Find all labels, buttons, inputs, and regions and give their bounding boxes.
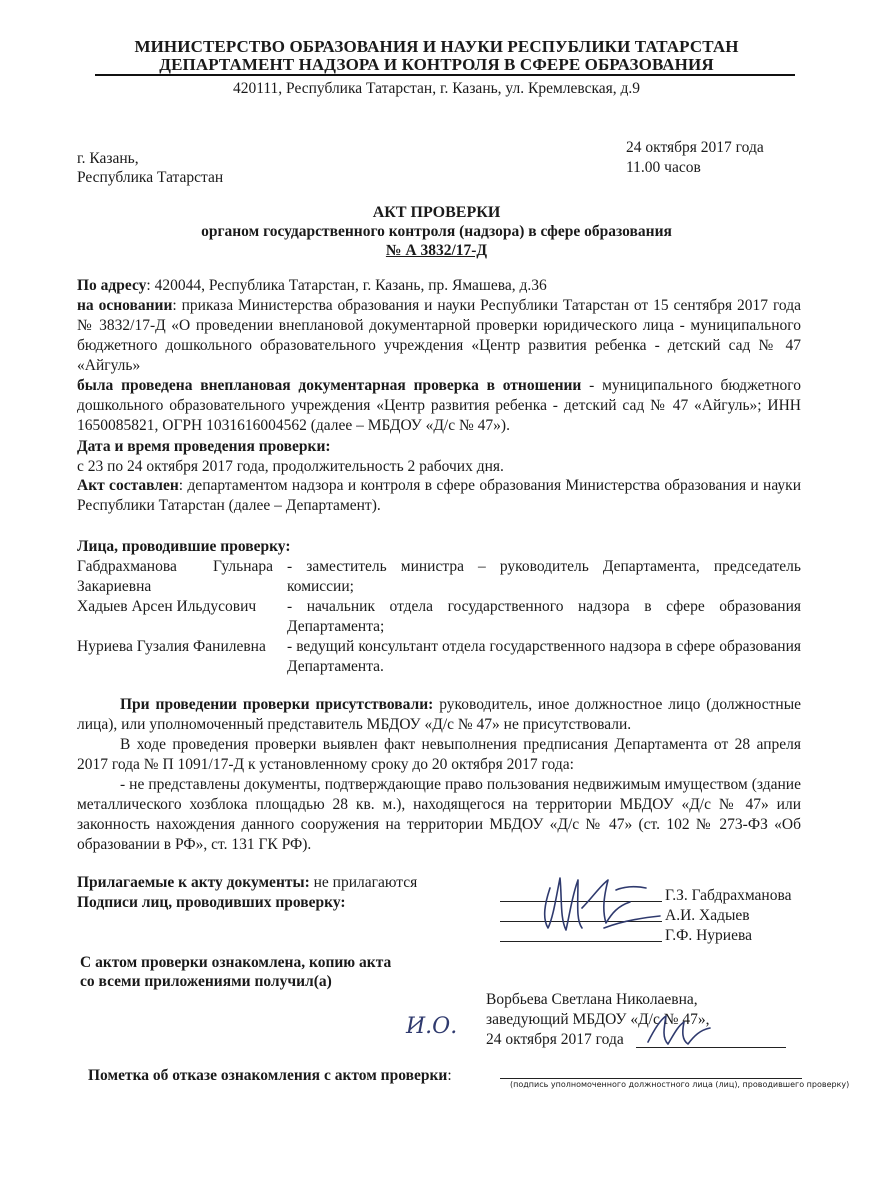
act-compiled [77, 476, 801, 516]
signer-1: Г.З. Габдрахманова [665, 887, 792, 904]
refusal-note [88, 1066, 452, 1086]
address-value: : 420044, Республика Татарстан, г. Казань, пр. Ямашева, д.36 [146, 277, 547, 294]
inspectors-heading: Лица, проводившие проверку: [77, 538, 291, 555]
act-subtitle: органом государственного контроля (надзора) в сфере образования [201, 223, 672, 240]
inspector-1-role: - заместитель министра – руководитель Департамента, председатель комиссии; [287, 558, 801, 595]
ack-line-1: С актом проверки ознакомлена, копию акта [80, 954, 392, 971]
violation-paragraph: В ходе проведения проверки выявлен факт невыполнения предписания Департамента от 28 апреля 2017 года № П 1091/17-Д к установленному сроку до 20 октября 2017 года: [77, 736, 801, 773]
present-paragraph [77, 695, 801, 735]
handwritten-signatures [520, 868, 690, 940]
ack-date: 24 октября 2017 года [486, 1031, 624, 1048]
refusal-signature-line [500, 1078, 802, 1079]
compiled-value: : департаментом надзора и контроля в сфере образования Министерства образования и науки Республики Татарстан (далее – Департамент). [77, 477, 801, 514]
inspector-2-name: Хадыев Арсен Ильдусович [77, 598, 257, 615]
signer-3: Г.Ф. Нуриева [665, 927, 752, 944]
basis-label: на основании [77, 297, 173, 314]
ack-line-2: со всеми приложениями получил(а) [80, 973, 332, 990]
header-rule [95, 74, 795, 76]
inspection-address [77, 276, 801, 296]
inspection-subject [77, 376, 801, 436]
place-city: г. Казань, [77, 150, 139, 167]
signatures-label: Подписи лиц, проводивших проверку: [77, 894, 346, 911]
attachments-label: Прилагаемые к акту документы: [77, 874, 310, 891]
inspection-date-label: Дата и время проведения проверки: [77, 438, 331, 455]
ministry-name: МИНИСТЕРСТВО ОБРАЗОВАНИЯ И НАУКИ РЕСПУБЛИКИ ТАТАРСТАН [134, 37, 739, 56]
ack-position: заведующий МБДОУ «Д/с № 47», [486, 1011, 710, 1028]
inspection-label: была проведена внеплановая документарная проверка в отношении [77, 377, 582, 394]
handwritten-initials: И.О. [406, 1014, 458, 1039]
act-time: 11.00 часов [626, 159, 701, 176]
signer-2: А.И. Хадыев [665, 907, 750, 924]
inspection-date-value: с 23 по 24 октября 2017 года, продолжительность 2 рабочих дня. [77, 458, 504, 475]
inspector-3-name: Нуриева Гузалия Фанилевна [77, 638, 266, 655]
inspector-2-role: - начальник отдела государственного надзора в сфере образования Департамента; [287, 598, 801, 635]
attachments [77, 873, 417, 893]
inspection-value: - муниципального бюджетного дошкольного образовательного учреждения «Центр развития ребенка - детский сад № 47 «Айгуль»; ИНН 1650085821, ОГРН 1031616004562 (далее – МБДОУ «Д/с № 47»). [77, 377, 801, 434]
act-number: № А 3832/17-Д [385, 242, 488, 259]
department-address: 420111, Республика Татарстан, г. Казань, ул. Кремлевская, д.9 [232, 80, 641, 97]
present-label: При проведении проверки присутствовали: [120, 696, 434, 713]
basis-value: : приказа Министерства образования и науки Республики Татарстан от 15 сентября 2017 года № 3832/17-Д «О проведении внеплановой документарной проверки юридического лица - муниципального бюджетного дошкольного образовательного учреждения «Центр развития ребенка - детский сад № 47 «Айгуль» [77, 297, 801, 374]
act-title: АКТ ПРОВЕРКИ [372, 204, 501, 221]
refusal-label: Пометка об отказе ознакомления с актом проверки [88, 1067, 448, 1084]
act-date: 24 октября 2017 года [626, 139, 764, 156]
attachments-value: не прилагаются [309, 874, 418, 891]
address-label: По адресу [77, 277, 147, 294]
refusal-caption: (подпись уполномоченного должностного лица (лиц), проводившего проверку) [510, 1080, 850, 1089]
present-value: руководитель, иное должностное лицо (должностные лица), или уполномоченный представитель МБДОУ «Д/с № 47» не присутствовали. [77, 696, 801, 733]
refusal-colon: : [447, 1067, 452, 1084]
compiled-label: Акт составлен [77, 477, 179, 494]
signature-line-3 [500, 941, 662, 942]
ack-signature [640, 1008, 730, 1050]
ack-person: Ворбьева Светлана Николаевна, [486, 991, 698, 1008]
violation-detail: - не представлены документы, подтверждающие право пользования недвижимым имуществом (здание металлического хозблока площадью 28 кв. м.), находящегося на территории МБДОУ «Д/с № 47» или законность нахождения данного сооружения на территории МБДОУ «Д/с № 47» (ст. 102 № 273-ФЗ «Об образовании в РФ», ст. 131 ГК РФ). [77, 776, 801, 853]
place-region: Республика Татарстан [77, 169, 224, 186]
inspector-3-role: - ведущий консультант отдела государственного надзора в сфере образования Департамента. [287, 638, 801, 675]
inspection-basis [77, 296, 801, 376]
inspector-1-name: Габдрахманова Гульнара Закариевна [77, 558, 273, 595]
department-name: ДЕПАРТАМЕНТ НАДЗОРА И КОНТРОЛЯ В СФЕРЕ ОБРАЗОВАНИЯ [159, 55, 714, 74]
